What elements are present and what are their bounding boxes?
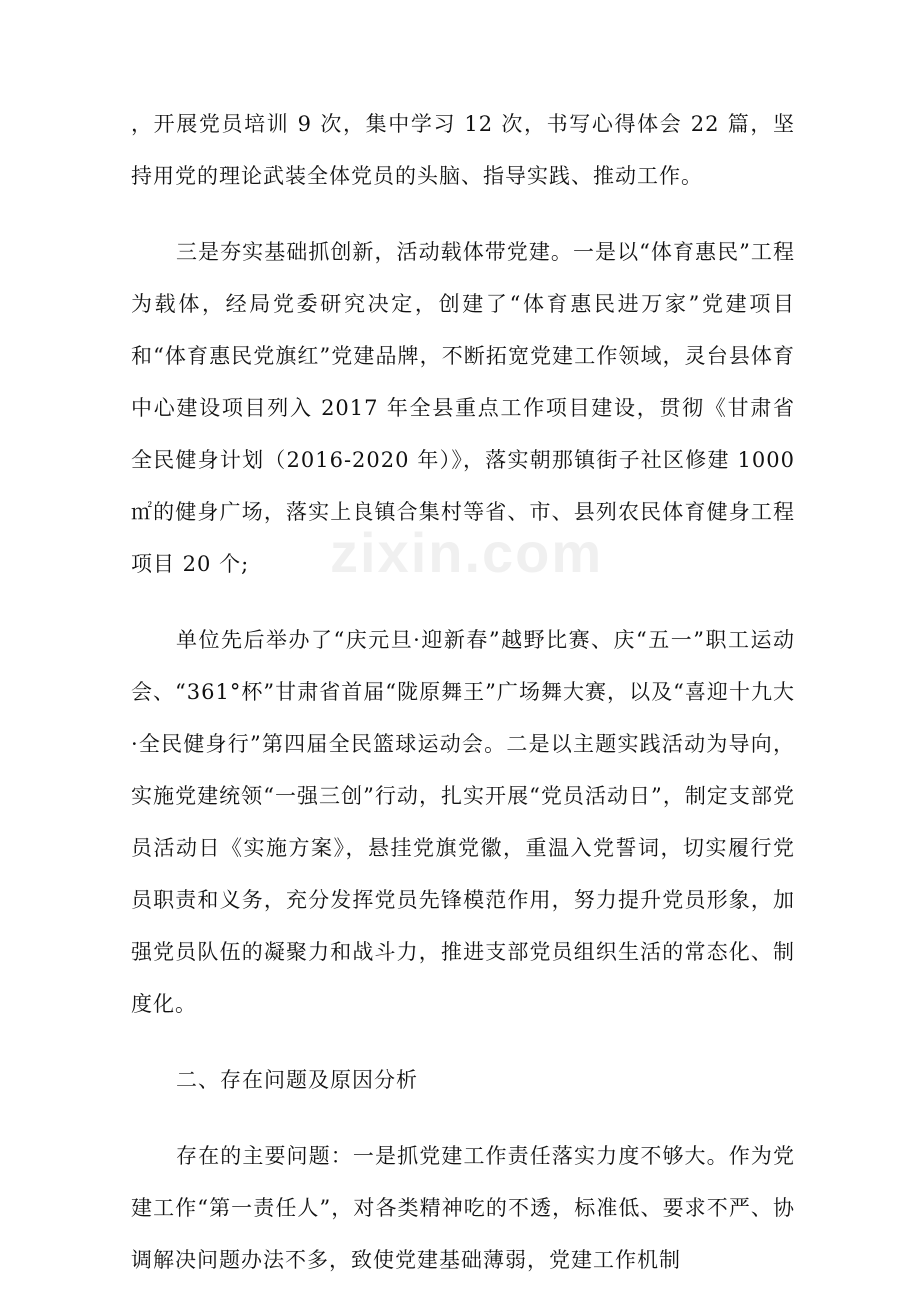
paragraph-3: 单位先后举办了“庆元旦·迎新春”越野比赛、庆“五一”职工运动会、“361°杯”甘肃省首届“陇原舞王”广场舞大赛，以及“喜迎十九大·全民健身行”第四届全民篮球运动会。二是以主题实践活动为导向，实施党建统领“一强三创”行动，扎实开展“党员活动日”，制定支部党员活动日《实施方案》，悬挂党旗党徽，重温入党誓词，切实履行党员职责和义务，充分发挥党员先锋模范作用，努力提升党员形象，加强党员队伍的凝聚力和战斗力，推进支部党员组织生活的常态化、制度化。 xyxy=(131,628,795,1016)
document-body xyxy=(131,98,795,1310)
paragraph-4: 存在的主要问题：一是抓党建工作责任落实力度不够大。作为党建工作“第一责任人”，对各类精神吃的不透，标准低、要求不严、协调解决问题办法不多，致使党建基础薄弱，党建工作机制 xyxy=(131,1144,795,1272)
paragraph-2: 三是夯实基础抓创新，活动载体带党建。一是以“体育惠民”工程为载体，经局党委研究决定，创建了“体育惠民进万家”党建项目和“体育惠民党旗红”党建品牌，不断拓宽党建工作领域，灵台县体育中心建设项目列入 2017 年全县重点工作项目建设，贯彻《甘肃省全民健身计划（2016-2020 年）》，落实朝那镇街子社区修建 1000㎡的健身广场，落实上良镇合集村等省、市、县列农民体育健身工程项目 20 个; xyxy=(131,240,795,576)
section-heading: 二、存在问题及原因分析 xyxy=(176,1068,418,1092)
watermark-logo: zixin.com xyxy=(330,521,604,584)
paragraph-1: ，开展党员培训 9 次，集中学习 12 次，书写心得体会 22 篇，坚持用党的理论武装全体党员的头脑、指导实践、推动工作。 xyxy=(131,112,795,188)
